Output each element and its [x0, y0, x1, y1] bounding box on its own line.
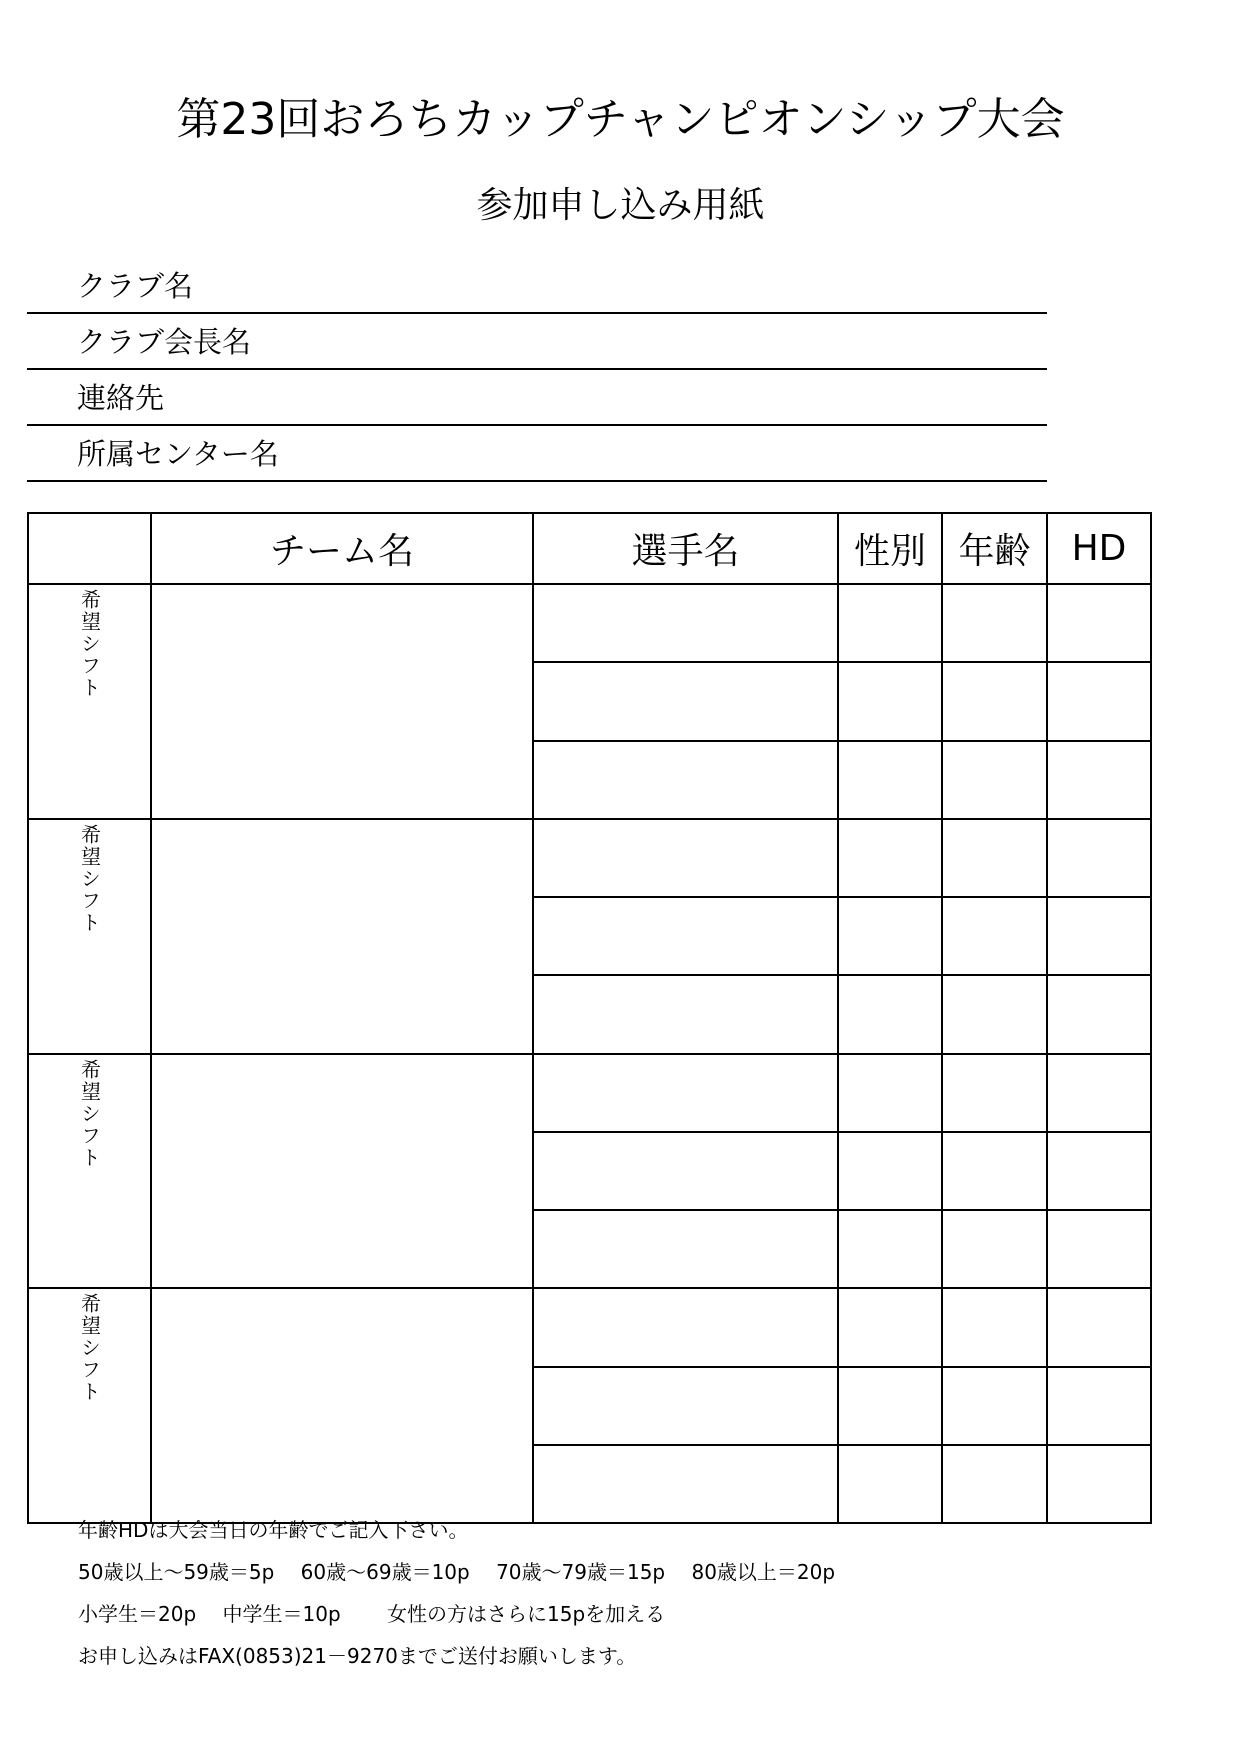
note-line: お申し込みはFAX(0853)21－9270までご送付お願いします。	[78, 1644, 637, 1668]
hd-cell[interactable]	[1047, 1132, 1151, 1210]
hd-cell[interactable]	[1047, 819, 1151, 897]
club-president-field[interactable]	[27, 316, 1047, 370]
player-name-cell[interactable]	[533, 741, 838, 819]
shift-header	[28, 513, 151, 584]
preferred-shift-cell[interactable]	[28, 584, 151, 819]
age-cell[interactable]	[942, 1288, 1047, 1366]
preferred-shift-cell[interactable]	[28, 1288, 151, 1523]
gender-header: 性別	[838, 513, 942, 584]
hd-cell[interactable]	[1047, 1054, 1151, 1132]
age-header: 年齢	[942, 513, 1047, 584]
gender-cell[interactable]	[838, 662, 942, 740]
gender-cell[interactable]	[838, 584, 942, 662]
gender-cell[interactable]	[838, 1210, 942, 1288]
hd-cell[interactable]	[1047, 1210, 1151, 1288]
gender-cell[interactable]	[838, 975, 942, 1053]
team-name-cell[interactable]	[151, 1054, 533, 1289]
hd-cell[interactable]	[1047, 975, 1151, 1053]
form-subtitle: 参加申し込み用紙	[476, 185, 765, 226]
player-name-cell[interactable]	[533, 1132, 838, 1210]
player-name-cell[interactable]	[533, 662, 838, 740]
table-row	[28, 584, 1151, 662]
preferred-shift-label: 希望シフト	[77, 1293, 102, 1404]
player-name-cell[interactable]	[533, 819, 838, 897]
age-cell[interactable]	[942, 662, 1047, 740]
hd-cell[interactable]	[1047, 662, 1151, 740]
gender-cell[interactable]	[838, 1054, 942, 1132]
age-cell[interactable]	[942, 584, 1047, 662]
notes-section	[78, 1518, 835, 1686]
preferred-shift-cell[interactable]	[28, 1054, 151, 1289]
team-name-cell[interactable]	[151, 1288, 533, 1523]
player-name-cell[interactable]	[533, 975, 838, 1053]
club-name-field[interactable]	[27, 260, 1047, 314]
hd-cell[interactable]	[1047, 1367, 1151, 1445]
age-cell[interactable]	[942, 1367, 1047, 1445]
player-name-header: 選手名	[533, 513, 838, 584]
contact-field[interactable]	[27, 372, 1047, 426]
hd-header: HD	[1047, 513, 1151, 584]
player-name-cell[interactable]	[533, 584, 838, 662]
gender-cell[interactable]	[838, 1288, 942, 1366]
affiliated-center-field[interactable]	[27, 428, 1047, 482]
team-name-cell[interactable]	[151, 819, 533, 1054]
age-cell[interactable]	[942, 1210, 1047, 1288]
hd-cell[interactable]	[1047, 897, 1151, 975]
player-name-cell[interactable]	[533, 1210, 838, 1288]
gender-cell[interactable]	[838, 741, 942, 819]
team-name-cell[interactable]	[151, 584, 533, 819]
player-name-cell[interactable]	[533, 1288, 838, 1366]
hd-cell[interactable]	[1047, 741, 1151, 819]
club-president-label: クラブ会長名	[77, 325, 252, 359]
form-title: 第23回おろちカップチャンピオンシップ大会	[176, 94, 1065, 145]
hd-cell[interactable]	[1047, 1445, 1151, 1523]
preferred-shift-label: 希望シフト	[77, 589, 102, 699]
gender-cell[interactable]	[838, 897, 942, 975]
preferred-shift-label: 希望シフト	[77, 823, 102, 934]
age-cell[interactable]	[942, 1132, 1047, 1210]
table-row	[28, 1288, 1151, 1366]
preferred-shift-label: 希望シフト	[77, 1058, 102, 1169]
age-cell[interactable]	[942, 741, 1047, 819]
club-name-label: クラブ名	[77, 269, 194, 303]
note-line: 年齢HDは大会当日の年齢でご記入下さい。	[78, 1518, 469, 1542]
entry-table-body	[28, 584, 1151, 1523]
age-cell[interactable]	[942, 975, 1047, 1053]
entry-table	[27, 512, 1152, 1524]
player-name-cell[interactable]	[533, 897, 838, 975]
gender-cell[interactable]	[838, 1445, 942, 1523]
gender-cell[interactable]	[838, 1367, 942, 1445]
player-name-cell[interactable]	[533, 1054, 838, 1132]
table-header-row	[28, 513, 1151, 584]
team-name-header: チーム名	[151, 513, 533, 584]
age-cell[interactable]	[942, 1054, 1047, 1132]
table-row	[28, 1054, 1151, 1132]
age-cell[interactable]	[942, 1445, 1047, 1523]
note-line: 50歳以上～59歳＝5p 60歳～69歳＝10p 70歳～79歳＝15p 80歳以上＝20p	[78, 1560, 836, 1584]
age-cell[interactable]	[942, 819, 1047, 897]
gender-cell[interactable]	[838, 1132, 942, 1210]
age-cell[interactable]	[942, 897, 1047, 975]
preferred-shift-cell[interactable]	[28, 819, 151, 1054]
note-line: 小学生＝20p 中学生＝10p 女性の方はさらに15pを加える	[78, 1602, 666, 1626]
player-name-cell[interactable]	[533, 1445, 838, 1523]
hd-cell[interactable]	[1047, 584, 1151, 662]
affiliated-center-label: 所属センター名	[77, 437, 279, 471]
table-row	[28, 819, 1151, 897]
hd-cell[interactable]	[1047, 1288, 1151, 1366]
contact-label: 連絡先	[77, 381, 165, 415]
player-name-cell[interactable]	[533, 1367, 838, 1445]
gender-cell[interactable]	[838, 819, 942, 897]
